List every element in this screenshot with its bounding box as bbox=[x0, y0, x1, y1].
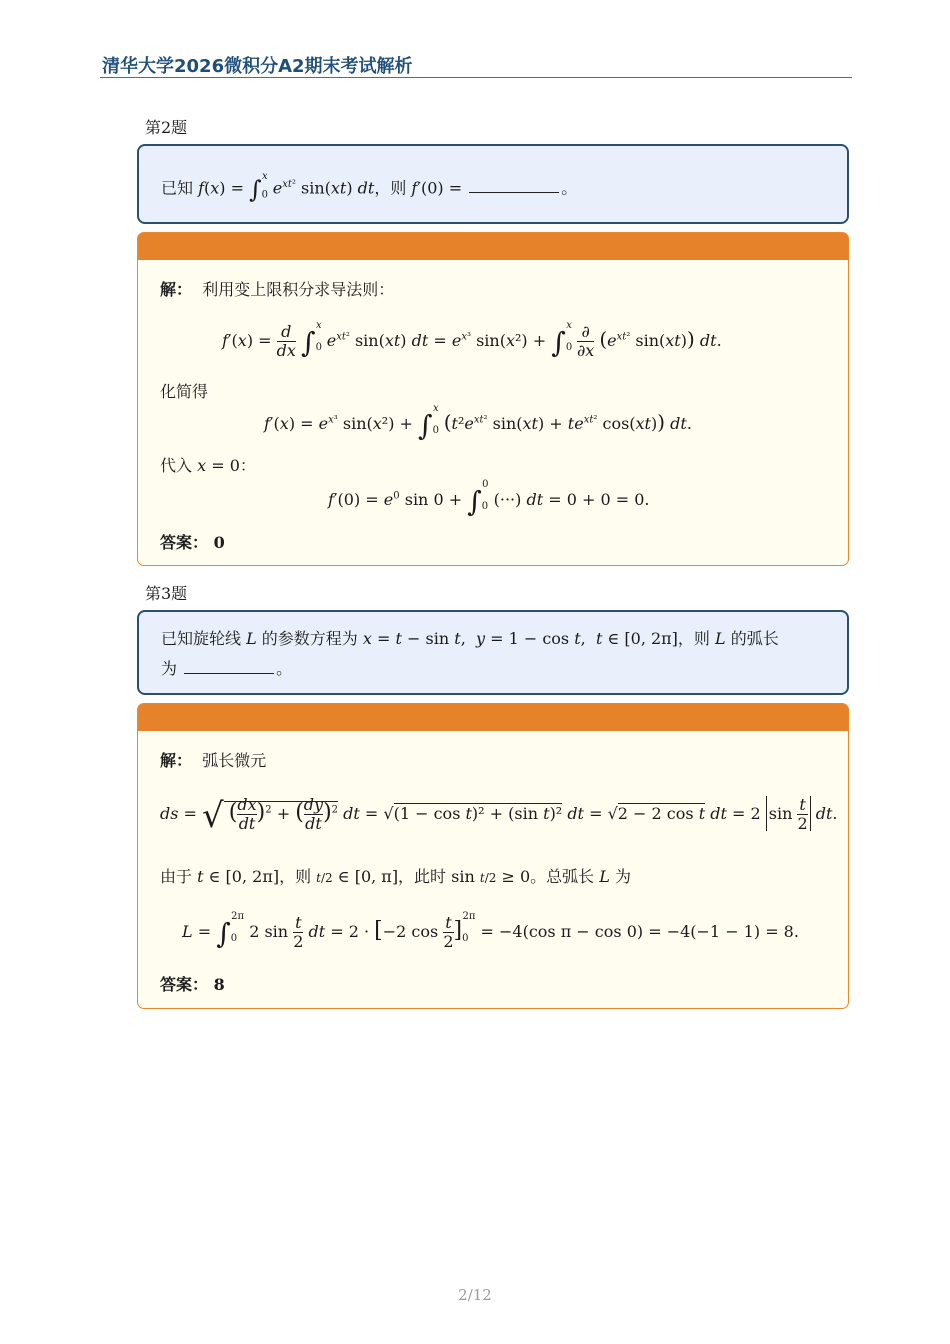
solution-2-bar bbox=[138, 233, 848, 260]
header-rule bbox=[100, 77, 852, 78]
question-3-label: 第3题 bbox=[145, 584, 188, 603]
question-3-prompt-line2: 为 。 bbox=[161, 659, 293, 678]
solution-3-bar bbox=[138, 704, 848, 731]
question-3-box bbox=[137, 610, 849, 695]
solution-3-answer: 答案： 8 bbox=[160, 975, 225, 994]
question-2-box bbox=[137, 144, 849, 224]
solution-2-eq3: $f'(0) = e^0$ $\sin 0 + \int_0^0$ (···) dt = 0 + 0 = 0. bbox=[328, 478, 650, 518]
page-number: 2/12 bbox=[458, 1286, 492, 1304]
solution-3-eq2: $L = \int_0^{2\pi}$ 2 $\sin \frac{t}{2}$ dt = 2 · [−2 $\cos \frac{t}{2}$ ]$_0^{2\pi} = -4(\cos$ π − cos 0) = −4(−1 − 1) = 8. bbox=[182, 910, 799, 951]
solution-2-eq1: $f'(x) = \frac{d}{dx}$ $\int_0^x$ $e^{xt^2}$ sin(xt) dt = $e^{x^3}$ $\sin(x^2) + \int_0^x$ ∂ ∂x ($e^{xt^2}$ sin(xt)) dt. bbox=[222, 319, 722, 360]
solution-2-intro: 解： 利用变上限积分求导法则： bbox=[160, 280, 395, 299]
solution-3-intro: 解： 弧长微元 bbox=[160, 751, 267, 770]
solution-3-step2: 由于 t ∈ [0, 2π]，则 t/2 ∈ [0, π]，此时 sin t/2 ≥ 0。总弧长 L 为 bbox=[160, 867, 631, 886]
solution-2-step2: 化简得 bbox=[160, 382, 209, 401]
question-2-prompt: 已知 $f(x) = \int_0^x$ $e^{xt^2}$ sin(xt) dt，则 f′(0) = 。 bbox=[161, 171, 578, 204]
solution-2-answer: 答案： 0 bbox=[160, 533, 225, 552]
document-header-title: 清华大学2026微积分A2期末考试解析 bbox=[102, 56, 413, 77]
question-3-prompt-line1: 已知旋轮线 L 的参数方程为 x = t − sin t, y = 1 − cos t, t ∈ [0, 2π]，则 L 的弧长 bbox=[161, 629, 779, 648]
solution-3-box bbox=[137, 703, 849, 1009]
solution-3-eq1: ds = √ ($\frac{dx}{dt}$ )$^2 + (\frac{dy}{dt}$ )$^2$ dt = √(1 − cos t)² + (sin t)² dt = √2 − 2 cos t dt = 2 $\sin \frac{t}{2}$ dt. bbox=[160, 795, 838, 836]
solution-2-eq2: $f'(x) = e^{x^3}$ $\sin(x^2) + \int_0^x$ ($t^2e^{xt^2}$ $\sin(xt) + te^{xt^2}$ cos(xt)) dt. bbox=[264, 402, 692, 442]
solution-2-box bbox=[137, 232, 849, 566]
solution-2-step3: 代入 x = 0： bbox=[160, 456, 256, 475]
question-2-label: 第2题 bbox=[145, 118, 188, 137]
